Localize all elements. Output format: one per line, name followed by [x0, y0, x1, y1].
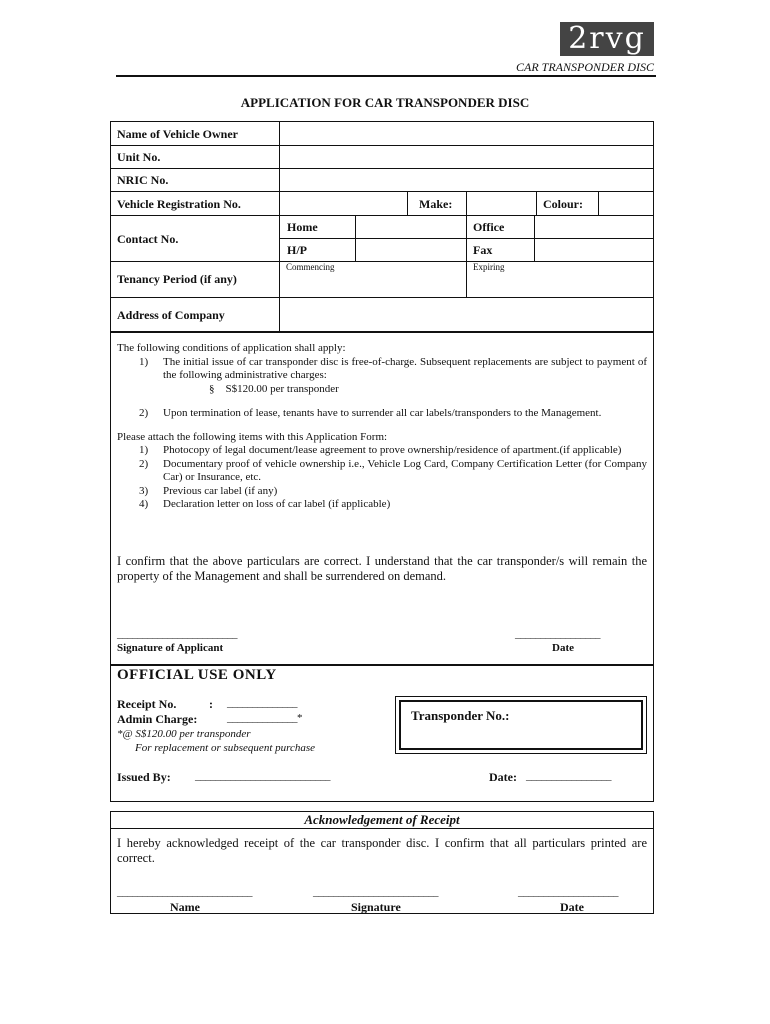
vehicle-owner-field[interactable] — [281, 123, 652, 144]
colour-field[interactable] — [600, 193, 652, 214]
item-number: 2) — [139, 407, 149, 419]
header-rule — [116, 75, 656, 77]
attach-item: Previous car label (if any) — [163, 484, 278, 497]
fax-field[interactable] — [536, 240, 652, 260]
ack-date-line[interactable]: ____________________ — [518, 886, 618, 898]
vehicle-reg-label: Vehicle Registration No. — [117, 197, 241, 211]
home-label: Home — [287, 220, 318, 234]
company-logo: 2rvg — [560, 22, 654, 56]
nric-label: NRIC No. — [117, 173, 169, 187]
address-label: Address of Company — [117, 308, 225, 322]
receipt-colon: : — [209, 697, 213, 711]
bullet-icon: § — [209, 382, 215, 395]
make-label: Make: — [419, 197, 453, 211]
office-phone-field[interactable] — [536, 217, 652, 237]
item-number: 1) — [139, 444, 149, 456]
acknowledgement-title: Acknowledgement of Receipt — [304, 812, 460, 827]
attach-item: Documentary proof of vehicle ownership i.e., Vehicle Log Card, Company Certification Letter (for Company Car) or Insurance, etc. — [163, 457, 647, 483]
unit-no-field[interactable] — [281, 147, 652, 167]
vehicle-reg-field[interactable] — [281, 193, 406, 214]
condition-item: Upon termination of lease, tenants have to surrender all car labels/transponders to the Management. — [163, 407, 602, 419]
replacement-note: For replacement or subsequent purchase — [135, 742, 316, 754]
ack-name-label: Name — [170, 900, 200, 914]
hp-label: H/P — [287, 243, 307, 257]
acknowledgement-text: I hereby acknowledged receipt of the car transponder disc. I confirm that all particulars printed are correct. — [117, 836, 647, 865]
receipt-no-line[interactable]: ______________ — [227, 697, 297, 709]
transponder-no-box[interactable] — [395, 696, 647, 754]
issued-by-line[interactable]: ___________________________ — [195, 770, 330, 782]
tenancy-label: Tenancy Period (if any) — [117, 272, 237, 286]
hp-field[interactable] — [357, 240, 465, 260]
nric-field[interactable] — [281, 170, 652, 190]
expiring-label: Expiring — [473, 262, 505, 272]
ack-signature-label: Signature — [351, 900, 401, 914]
commencing-field[interactable] — [281, 263, 465, 296]
office-label: Office — [473, 220, 505, 234]
confirm-statement: I confirm that the above particulars are correct. I understand that the car transponder/s will remain the property of the Management and shall be surrendered on demand. — [117, 554, 647, 583]
vehicle-owner-label: Name of Vehicle Owner — [117, 127, 238, 141]
form-title: APPLICATION FOR CAR TRANSPONDER DISC — [240, 95, 530, 110]
transponder-no-label: Transponder No.: — [411, 708, 510, 723]
admin-charge-label: Admin Charge: — [117, 712, 198, 726]
item-number: 3) — [139, 484, 149, 497]
applicant-date-line[interactable]: _________________ — [515, 628, 600, 640]
charge-note: *@ S$120.00 per transponder — [117, 728, 251, 740]
attach-intro: Please attach the following items with this Application Form: — [117, 430, 388, 443]
fax-label: Fax — [473, 243, 493, 257]
commencing-label: Commencing — [286, 262, 335, 272]
official-date-label: Date: — [489, 770, 517, 784]
document-header-title: CAR TRANSPONDER DISC — [516, 60, 654, 74]
conditions-section — [117, 342, 647, 512]
issued-by-label: Issued By: — [117, 770, 171, 784]
admin-charge-line[interactable]: ______________* — [227, 712, 302, 724]
contact-label: Contact No. — [117, 232, 179, 246]
conditions-intro: The following conditions of application shall apply: — [117, 342, 346, 354]
ack-name-line[interactable]: ___________________________ — [117, 886, 252, 898]
home-phone-field[interactable] — [357, 217, 465, 237]
item-number: 4) — [139, 498, 149, 510]
ack-signature-line[interactable]: _________________________ — [313, 886, 438, 898]
item-number: 1) — [139, 355, 149, 368]
charge-line — [139, 383, 647, 397]
signature-applicant-label: Signature of Applicant — [117, 642, 224, 654]
applicant-signature-line[interactable]: ________________________ — [117, 628, 237, 640]
signature-date-label: Date — [552, 642, 574, 654]
make-field[interactable] — [468, 193, 535, 214]
item-number: 2) — [139, 457, 149, 470]
expiring-field[interactable] — [468, 263, 652, 296]
condition-item: The initial issue of car transponder disc is free-of-charge. Subsequent replacements are subject to payment of the following administrative charges: — [163, 355, 647, 381]
official-use-title: OFFICIAL USE ONLY — [117, 667, 277, 683]
attach-item: Declaration letter on loss of car label (if applicable) — [163, 498, 391, 510]
attach-item: Photocopy of legal document/lease agreement to prove ownership/residence of apartment.(if applicable) — [163, 444, 622, 456]
charge-text: S$120.00 per transponder — [225, 382, 339, 395]
receipt-no-label: Receipt No. — [117, 697, 177, 711]
address-field[interactable] — [281, 299, 652, 331]
colour-label: Colour: — [543, 197, 583, 211]
official-date-line[interactable]: _________________ — [526, 770, 611, 782]
ack-date-label: Date — [560, 900, 584, 914]
unit-no-label: Unit No. — [117, 150, 161, 164]
